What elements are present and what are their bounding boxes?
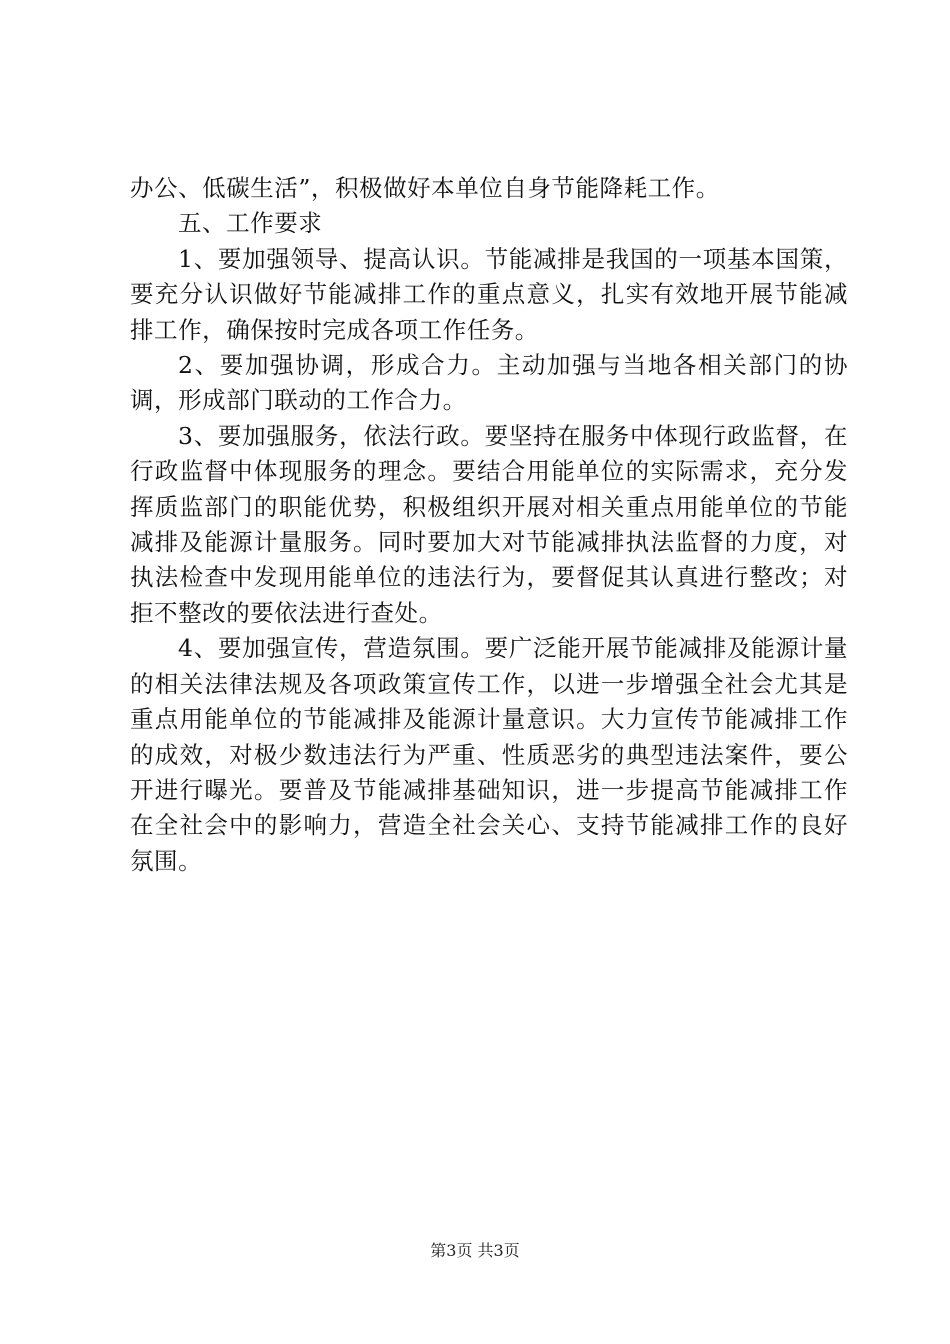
paragraph-item-2: 2、要加强协调，形成合力。主动加强与当地各相关部门的协调，形成部门联动的工作合力。 bbox=[130, 351, 848, 415]
paragraph-continuation: 办公、低碳生活”，积极做好本单位自身节能降耗工作。 bbox=[130, 174, 720, 202]
paragraph-item-1: 1、要加强领导、提高认识。节能减排是我国的一项基本国策，要充分认识做好节能减排工作的重点意义，扎实有效地开展节能减排工作，确保按时完成各项工作任务。 bbox=[130, 244, 848, 344]
section-heading: 五、工作要求 bbox=[178, 209, 323, 238]
page-footer: 第3页 共3页 bbox=[430, 1241, 520, 1260]
paragraph-item-4: 4、要加强宣传，营造氛围。要广泛能开展节能减排及能源计量的相关法律法规及各项政策宣传工作，以进一步增强全社会尤其是重点用能单位的节能减排及能源计量意识。大力宣传节能减排工作的成效，对极少数违法行为严重、性质恶劣的典型违法案件，要公开进行曝光。要普及节能减排基础知识，进一步提高节能减排工作在全社会中的影响力，营造全社会关心、支持节能减排工作的良好氛围。 bbox=[130, 634, 848, 875]
document-body bbox=[130, 171, 848, 879]
paragraph-item-3: 3、要加强服务，依法行政。要坚持在服务中体现行政监督，在行政监督中体现服务的理念。要结合用能单位的实际需求，充分发挥质监部门的职能优势，积极组织开展对相关重点用能单位的节能减排及能源计量服务。同时要加大对节能减排执法监督的力度，对执法检查中发现用能单位的违法行为，要督促其认真进行整改；对拒不整改的要依法进行查处。 bbox=[130, 421, 848, 627]
